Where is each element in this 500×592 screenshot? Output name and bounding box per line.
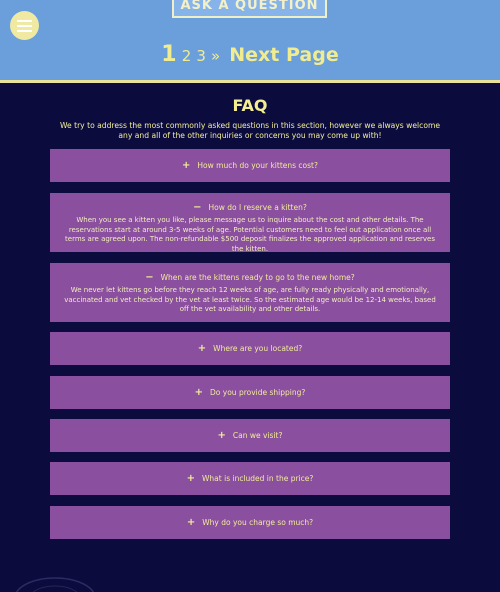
- faq-item-reserve[interactable]: [50, 193, 450, 252]
- faq-item-ready-age[interactable]: [50, 263, 450, 322]
- faq-item-visit[interactable]: [50, 419, 450, 452]
- page-link-1[interactable]: 1: [161, 42, 177, 67]
- faq-question-text: Where are you located?: [213, 344, 303, 353]
- faq-question-text: How do I reserve a kitten?: [208, 202, 307, 212]
- faq-question-row[interactable]: [50, 149, 450, 182]
- faq-item-location[interactable]: [50, 332, 450, 365]
- top-header-bar: [0, 0, 500, 83]
- faq-intro-text: We try to address the most commonly asked questions in this section, however we always welcome any and all of the other inquiries or concerns you may come up with!: [59, 121, 441, 140]
- faq-answer-text: We never let kittens go before they reach 12 weeks of age, are fully ready physically and emotionally, vaccinated and vet checked by the vet at least twice. So the estimated age would be 12-14 weeks, based off the vet availability and other details.: [64, 286, 436, 314]
- faq-item-cost[interactable]: [50, 149, 450, 182]
- faq-question-row[interactable]: [50, 376, 450, 409]
- menu-line-icon: [17, 25, 32, 27]
- page-link-3[interactable]: 3: [196, 47, 206, 65]
- footer-decoration-graphic: [0, 568, 120, 592]
- expand-plus-icon: +: [197, 343, 207, 354]
- faq-question-row[interactable]: [50, 462, 450, 495]
- menu-line-icon: [17, 20, 32, 22]
- faq-question-row[interactable]: [50, 193, 450, 216]
- collapse-minus-icon: −: [145, 271, 154, 283]
- faq-question-text: What is included in the price?: [202, 474, 314, 483]
- faq-question-text: Why do you charge so much?: [202, 518, 314, 527]
- next-page-link[interactable]: Next Page: [229, 44, 339, 66]
- expand-plus-icon: +: [182, 160, 191, 171]
- faq-question-row[interactable]: [50, 506, 450, 539]
- hamburger-menu-icon[interactable]: [10, 11, 39, 40]
- expand-plus-icon: +: [186, 517, 196, 528]
- faq-question-text: Do you provide shipping?: [210, 388, 306, 397]
- page-link-2[interactable]: 2: [181, 47, 192, 65]
- expand-plus-icon: +: [217, 430, 226, 441]
- ask-question-button[interactable]: ASK A QUESTION: [172, 0, 327, 18]
- expand-plus-icon: +: [194, 387, 204, 398]
- pagination: [0, 42, 500, 67]
- faq-question-row[interactable]: [50, 419, 450, 452]
- faq-item-included[interactable]: [50, 462, 450, 495]
- faq-question-text: When are the kittens ready to go to the new home?: [160, 272, 355, 282]
- faq-heading: FAQ: [232, 96, 268, 115]
- faq-question-row[interactable]: [50, 332, 450, 365]
- faq-question-row[interactable]: [50, 263, 450, 286]
- next-arrows-icon[interactable]: »: [210, 47, 221, 65]
- menu-line-icon: [17, 30, 32, 32]
- faq-item-shipping[interactable]: [50, 376, 450, 409]
- faq-question-text: Can we visit?: [232, 431, 283, 440]
- faq-answer-text: When you see a kitten you like, please message us to inquire about the cost and other details. The reservations start at around 3-5 weeks of age. Potential customers need to feel out application once all terms are agreed upon. The non-refundable $500 deposit finalizes the approved application and reserves the kitten.: [65, 216, 435, 253]
- faq-question-text: How much do your kittens cost?: [197, 161, 318, 170]
- expand-plus-icon: +: [186, 473, 196, 484]
- collapse-minus-icon: −: [193, 201, 202, 213]
- faq-item-pricing-reason[interactable]: [50, 506, 450, 539]
